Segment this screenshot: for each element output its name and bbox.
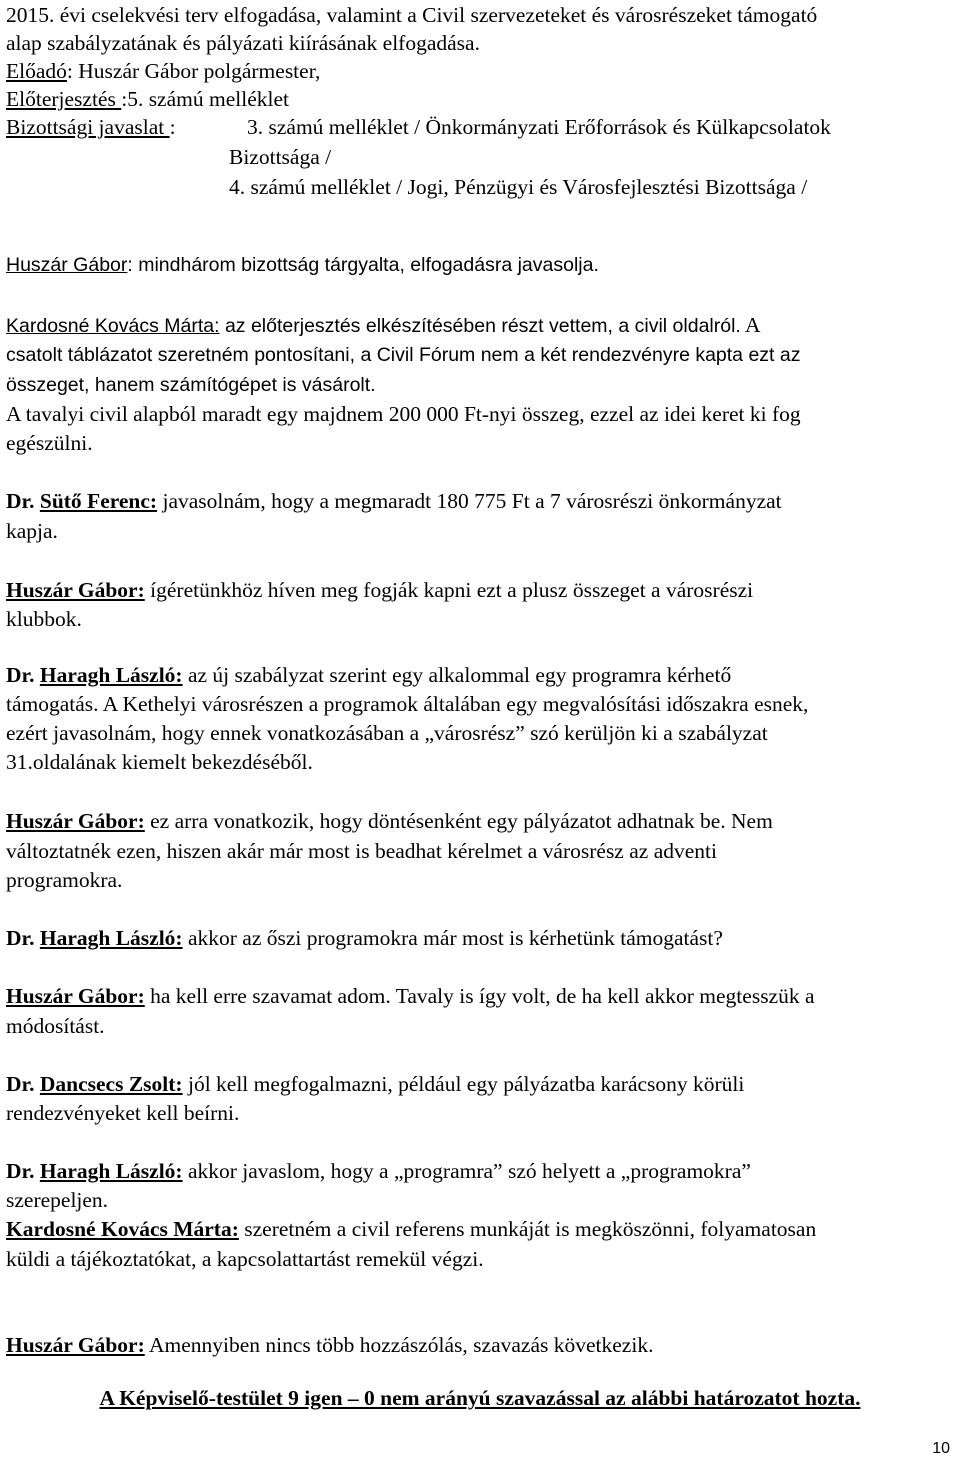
paragraph-1: Huszár Gábor: mindhárom bizottság tárgyalta, elfogadásra javasolja. bbox=[6, 254, 599, 276]
committee-item-1b: Bizottsága / bbox=[229, 145, 332, 169]
paragraph-6-line-3: programokra. bbox=[6, 868, 123, 892]
paragraph-9-line-1: Dr. Dancsecs Zsolt: jól kell megfogalmazni, például egy pályázatba karácsony körüli bbox=[6, 1072, 745, 1096]
paragraph-5-line-3: ezért javasolnám, hogy ennek vonatkozásában a „városrész” szó kerüljön ki a szabályzat bbox=[6, 721, 768, 745]
paragraph-11-line-1: Kardosné Kovács Márta: szeretném a civil referens munkáját is megköszönni, folyamatosan bbox=[6, 1217, 817, 1241]
committee-line: Bizottsági javaslat : bbox=[6, 115, 176, 139]
paragraph-6-line-2: változtatnék ezen, hiszen akár már most is beadhat kérelmet a városrész az adventi bbox=[6, 839, 717, 863]
speaker-name: Dancsecs Zsolt: bbox=[39, 1072, 183, 1096]
header-line-1: 2015. évi cselekvési terv elfogadása, valamint a Civil szervezeteket és városrészeket támogató bbox=[6, 3, 818, 27]
paragraph-10-line-1: Dr. Haragh László: akkor javaslom, hogy a „programra” szó helyett a „programokra” bbox=[6, 1159, 751, 1183]
speaker-name: Haragh László: bbox=[39, 1159, 183, 1183]
paragraph-8-line-2: módosítást. bbox=[6, 1014, 105, 1038]
paragraph-8-line-1: Huszár Gábor: ha kell erre szavamat adom. Tavaly is így volt, de ha kell akkor megtesszük a bbox=[6, 984, 815, 1008]
speaker-name: Haragh László: bbox=[39, 926, 183, 950]
paragraph-5-line-4: 31.oldalának kiemelt bekezdéséből. bbox=[6, 750, 313, 774]
paragraph-3-line-2: kapja. bbox=[6, 519, 58, 543]
speaker-name: Kardosné Kovács Márta: bbox=[6, 1217, 239, 1241]
speaker-name: Kardosné Kovács Márta: bbox=[6, 315, 220, 337]
paragraph-5-line-1: Dr. Haragh László: az új szabályzat szerint egy alkalommal egy programra kérhető bbox=[6, 663, 732, 687]
presenter-label: Előadó bbox=[6, 59, 67, 83]
paragraph-2-line-1: Kardosné Kovács Márta: az előterjesztés elkészítésében részt vettem, a civil oldalról. A bbox=[6, 313, 761, 337]
paragraph-12-line-1: Huszár Gábor: Amennyiben nincs több hozzászólás, szavazás következik. bbox=[6, 1333, 654, 1357]
page-number: 10 bbox=[932, 1440, 950, 1457]
paragraph-2-line-3: összeget, hanem számítógépet is vásárolt. bbox=[6, 374, 376, 396]
paragraph-5-line-2: támogatás. A Kethelyi városrészen a programok általában egy megvalósítási időszakra esnek, bbox=[6, 692, 809, 716]
paragraph-9-line-2: rendezvényeket kell beírni. bbox=[6, 1101, 240, 1125]
paragraph-2-line-5: egészülni. bbox=[6, 431, 93, 455]
presenter-line: Előadó: Huszár Gábor polgármester, bbox=[6, 59, 321, 83]
paragraph-10-line-2: szerepeljen. bbox=[6, 1188, 109, 1212]
paragraph-4-line-2: klubbok. bbox=[6, 607, 82, 631]
resolution-heading: A Képviselő-testület 9 igen – 0 nem arányú szavazással az alábbi határozatot hozta. bbox=[99, 1386, 861, 1410]
speaker-name: Haragh László: bbox=[39, 663, 183, 687]
paragraph-4-line-1: Huszár Gábor: ígéretünkhöz híven meg fogják kapni ezt a plusz összeget a városrészi bbox=[6, 578, 754, 602]
paragraph-7-line-1: Dr. Haragh László: akkor az őszi programokra már most is kérhetünk támogatást? bbox=[6, 926, 723, 950]
committee-item-1: 3. számú melléklet / Önkormányzati Erőforrások és Külkapcsolatok bbox=[247, 115, 831, 139]
paragraph-6-line-1: Huszár Gábor: ez arra vonatkozik, hogy döntésenként egy pályázatot adhatnak be. Nem bbox=[6, 809, 773, 833]
speaker-name: Huszár Gábor: bbox=[6, 809, 145, 833]
paragraph-2-line-2: csatolt táblázatot szeretném pontosítani, a Civil Fórum nem a két rendezvényre kapta ezt az bbox=[6, 344, 801, 366]
committee-label: Bizottsági javaslat bbox=[6, 115, 170, 139]
speaker-name: Sütő Ferenc: bbox=[39, 489, 158, 513]
committee-item-2: 4. számú melléklet / Jogi, Pénzügyi és Városfejlesztési Bizottsága / bbox=[229, 175, 808, 199]
paragraph-11-line-2: küldi a tájékoztatókat, a kapcsolattartást remekül végzi. bbox=[6, 1247, 484, 1271]
proposal-line: Előterjesztés :5. számú melléklet bbox=[6, 87, 289, 111]
speaker-name: Huszár Gábor: bbox=[6, 984, 145, 1008]
speaker-name: Huszár Gábor bbox=[6, 254, 128, 276]
speaker-name: Huszár Gábor: bbox=[6, 578, 145, 602]
speaker-name: Huszár Gábor: bbox=[6, 1333, 145, 1357]
paragraph-2-line-4: A tavalyi civil alapból maradt egy majdnem 200 000 Ft-nyi összeg, ezzel az idei keret ki fog bbox=[6, 402, 801, 426]
proposal-label: Előterjesztés bbox=[6, 87, 122, 111]
paragraph-3-line-1: Dr. Sütő Ferenc: javasolnám, hogy a megmaradt 180 775 Ft a 7 városrészi önkormányzat bbox=[6, 489, 782, 513]
header-line-2: alap szabályzatának és pályázati kiírásának elfogadása. bbox=[6, 31, 480, 55]
